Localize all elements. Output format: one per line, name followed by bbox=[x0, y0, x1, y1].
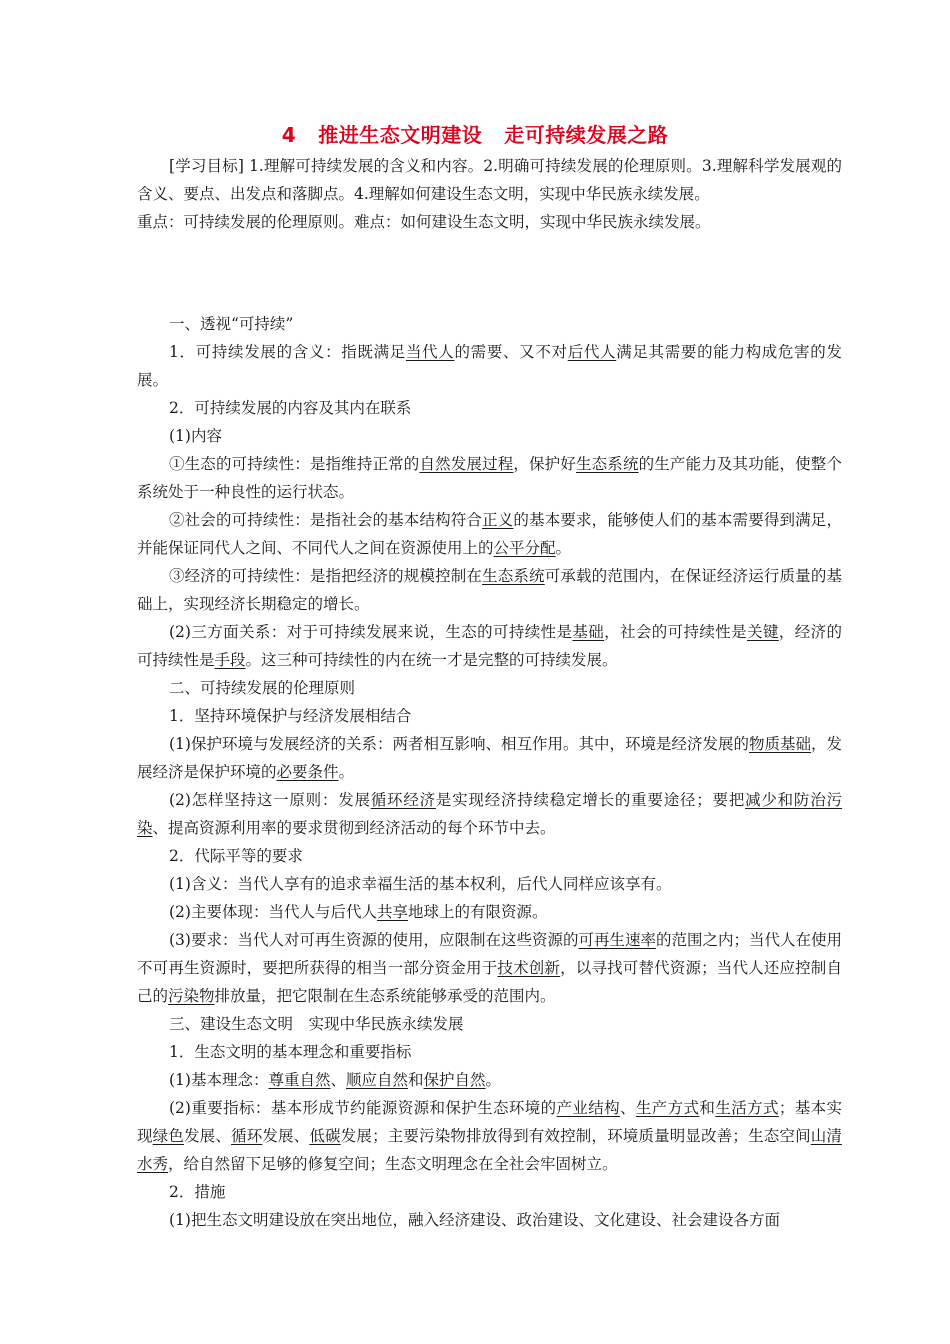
text: ，社会的可持续性是 bbox=[604, 623, 748, 641]
title-number: 4 bbox=[281, 123, 297, 147]
text: (3)要求：当代人对可再生资源的使用，应限制在这些资源的 bbox=[169, 931, 579, 949]
underlined-term: 关键 bbox=[747, 623, 779, 641]
section2-q2 bbox=[137, 898, 842, 926]
title-part2: 走可持续发展之路 bbox=[504, 123, 669, 147]
section3-item2: 2．措施 bbox=[169, 1183, 226, 1201]
underlined-term: 山清水秀 bbox=[137, 1127, 842, 1173]
content-ecological bbox=[137, 450, 842, 506]
underlined-term: 低碳 bbox=[309, 1127, 341, 1145]
document-body bbox=[137, 152, 842, 1234]
underlined-term: 污染物 bbox=[168, 987, 215, 1005]
underlined-term: 顺应自然 bbox=[346, 1071, 409, 1089]
text: ②社会的可持续性：是指社会的基本结构符合 bbox=[169, 511, 483, 529]
text: 的需要、又不对 bbox=[454, 343, 568, 361]
text: ；基本实现 bbox=[137, 1099, 842, 1145]
underlined-term: 自然发展过程 bbox=[419, 455, 514, 473]
text: (2)主要体现：当代人与后代人 bbox=[169, 903, 377, 921]
text: ，经济的可持续性是 bbox=[137, 623, 842, 669]
underlined-term: 当代人 bbox=[405, 343, 455, 361]
text: 。这三种可持续性的内在统一才是完整的可持续发展。 bbox=[245, 651, 618, 669]
title-part1: 推进生态文明建设 bbox=[318, 123, 483, 147]
text: 排放量，把它限制在生态系统能够承受的范围内。 bbox=[214, 987, 556, 1005]
underlined-term: 共享 bbox=[376, 903, 408, 921]
underlined-term: 产业结构 bbox=[556, 1099, 621, 1117]
text: 的范围之内；当代人在使用不可再生资源时，要把所获得的相当一部分资金用于 bbox=[137, 931, 842, 977]
objectives-text: 1.理解可持续发展的含义和内容。2.明确可持续发展的伦理原则。3.理解科学发展观的含义、要点、出发点和落脚点。4.理解如何建设生态文明，实现中华民族永续发展。 bbox=[137, 157, 842, 203]
text: 是实现经济持续稳定增长的重要途径；要把 bbox=[435, 791, 746, 809]
text: ，发展经济是保护环境的 bbox=[137, 735, 842, 781]
text: (2)重要指标：基本形成节约能源资源和保护生态环境的 bbox=[169, 1099, 557, 1117]
section1-item2: 2．可持续发展的内容及其内在联系 bbox=[169, 399, 412, 417]
text: ①生态的可持续性：是指维持正常的 bbox=[169, 455, 420, 473]
document-title bbox=[0, 119, 950, 148]
underlined-term: 基础 bbox=[572, 623, 605, 641]
section3-heading: 三、建设生态文明 实现中华民族永续发展 bbox=[169, 1015, 464, 1033]
text: ，保护好 bbox=[513, 455, 576, 473]
section2-heading: 二、可持续发展的伦理原则 bbox=[169, 679, 356, 697]
text: 和 bbox=[699, 1099, 716, 1117]
text: 1．可持续发展的含义：指既满足 bbox=[169, 343, 406, 361]
section2-p2 bbox=[137, 786, 842, 842]
text: 地球上的有限资源。 bbox=[407, 903, 548, 921]
text: 发展；主要污染物排放得到有效控制，环境质量明显改善；生态空间 bbox=[340, 1127, 811, 1145]
text: 可承载的范围内，在保证经济运行质量的基础上，实现经济长期稳定的增长。 bbox=[137, 567, 842, 613]
text: 和 bbox=[408, 1071, 424, 1089]
underlined-term: 必要条件 bbox=[276, 763, 339, 781]
underlined-term: 可再生速率 bbox=[578, 931, 656, 949]
content-social bbox=[137, 506, 842, 562]
underlined-term: 尊重自然 bbox=[268, 1071, 331, 1089]
underlined-term: 循环 bbox=[231, 1127, 263, 1145]
underlined-term: 循环经济 bbox=[370, 791, 436, 809]
text: 发展、 bbox=[262, 1127, 310, 1145]
underlined-term: 手段 bbox=[214, 651, 246, 669]
text: (2)三方面关系：对于可持续发展来说，生态的可持续性是 bbox=[169, 623, 573, 641]
section3-s1: (1)把生态文明建设放在突出地位，融入经济建设、政治建设、文化建设、社会建设各方面 bbox=[169, 1211, 780, 1229]
section3-r2 bbox=[137, 1094, 842, 1178]
section2-item2: 2．代际平等的要求 bbox=[169, 847, 303, 865]
section2-item1: 1．坚持环境保护与经济发展相结合 bbox=[169, 707, 412, 725]
text: 。 bbox=[485, 1071, 502, 1089]
text: 的生产能力及其功能，使整个系统处于一种良性的运行状态。 bbox=[137, 455, 842, 501]
underlined-term: 减少和防治污染 bbox=[137, 791, 842, 837]
objectives-label: [学习目标] bbox=[169, 157, 244, 175]
underlined-term: 生态系统 bbox=[482, 567, 545, 585]
text: ，以寻找可替代资源；当代人还应控制自己的 bbox=[137, 959, 842, 1005]
content-economic bbox=[137, 562, 842, 618]
underlined-term: 生活方式 bbox=[715, 1099, 779, 1117]
text: 、 bbox=[330, 1071, 346, 1089]
section1-sub1: (1)内容 bbox=[169, 427, 222, 445]
underlined-term: 生态系统 bbox=[576, 455, 639, 473]
key-points: 重点：可持续发展的伦理原则。难点：如何建设生态文明，实现中华民族永续发展。 bbox=[137, 213, 711, 231]
underlined-term: 保护自然 bbox=[423, 1071, 486, 1089]
text: 。 bbox=[338, 763, 355, 781]
underlined-term: 公平分配 bbox=[493, 539, 556, 557]
section1-item1 bbox=[137, 338, 842, 394]
text: ，给自然留下足够的修复空间；生态文明理念在全社会牢固树立。 bbox=[168, 1155, 618, 1173]
text: 。 bbox=[555, 539, 572, 557]
text: 的基本要求，能够使人们的基本需要得到满足，并能保证同代人之间、不同代人之间在资源使用上的 bbox=[137, 511, 842, 557]
text: 满足其需要的能力构成危害的发展。 bbox=[137, 343, 842, 389]
text: 、提高资源利用率的要求贯彻到经济活动的每个环节中去。 bbox=[152, 819, 556, 837]
section2-q3 bbox=[137, 926, 842, 1010]
text: 发展、 bbox=[184, 1127, 232, 1145]
text: (1)保护环境与发展经济的关系：两者相互影响、相互作用。其中，环境是经济发展的 bbox=[169, 735, 749, 753]
section1-sub2 bbox=[137, 618, 842, 674]
underlined-term: 绿色 bbox=[152, 1127, 185, 1145]
underlined-term: 生产方式 bbox=[635, 1099, 700, 1117]
section3-r1 bbox=[137, 1066, 842, 1094]
section2-q1: (1)含义：当代人享有的追求幸福生活的基本权利，后代人同样应该享有。 bbox=[169, 875, 672, 893]
section1-heading: 一、透视“可持续” bbox=[169, 315, 294, 333]
underlined-term: 技术创新 bbox=[497, 959, 561, 977]
text: ③经济的可持续性：是指把经济的规模控制在 bbox=[169, 567, 483, 585]
text: (1)基本理念： bbox=[169, 1071, 269, 1089]
objectives-paragraph bbox=[137, 152, 842, 208]
section2-p1 bbox=[137, 730, 842, 786]
text: 、 bbox=[620, 1099, 636, 1117]
section3-item1: 1．生态文明的基本理念和重要指标 bbox=[169, 1043, 412, 1061]
underlined-term: 后代人 bbox=[567, 343, 617, 361]
underlined-term: 正义 bbox=[482, 511, 514, 529]
underlined-term: 物质基础 bbox=[748, 735, 811, 753]
text: (2)怎样坚持这一原则：发展 bbox=[169, 791, 371, 809]
